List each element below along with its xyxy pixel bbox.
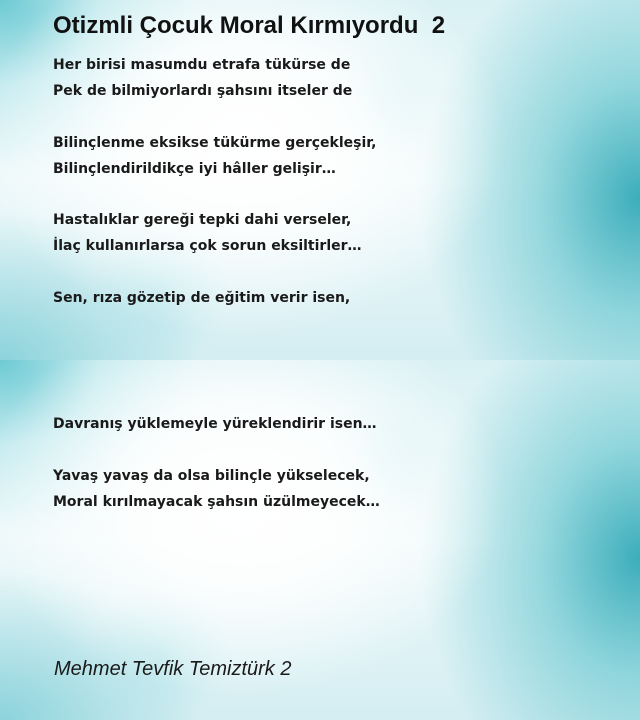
poem-line: Her birisi masumdu etrafa tükürse de (53, 57, 351, 73)
poem-line: İlaç kullanırlarsa çok sorun eksiltirler… (53, 238, 362, 254)
poem-line: Sen, rıza gözetip de eğitim verir isen, (53, 290, 351, 306)
poem-line: Hastalıklar gereği tepki dahi verseler, (53, 212, 352, 228)
poem-line: Bilinçlenme eksikse tükürme gerçekleşir, (53, 135, 377, 151)
stanza-3 (53, 207, 362, 259)
stanza-6 (53, 463, 380, 515)
poem-page-bottom (0, 360, 640, 720)
poem-line: Davranış yüklemeyle yüreklendirir isen… (53, 416, 377, 432)
poem-title: Otizmli Çocuk Moral Kırmıyordu 2 (53, 12, 446, 39)
poem-line: Pek de bilmiyorlardı şahsını itseler de (53, 83, 353, 99)
poem-line: Yavaş yavaş da olsa bilinçle yükselecek, (53, 468, 370, 484)
poem-line: Moral kırılmayacak şahsın üzülmeyecek… (53, 494, 380, 510)
poem-line: Bilinçlendirildikçe iyi hâller gelişir… (53, 161, 336, 177)
poem-author: Mehmet Tevfik Temiztürk 2 (54, 658, 292, 680)
stanza-5 (53, 411, 377, 437)
stanza-1 (53, 52, 352, 104)
stanza-4 (53, 285, 350, 311)
stanza-2 (53, 130, 376, 182)
